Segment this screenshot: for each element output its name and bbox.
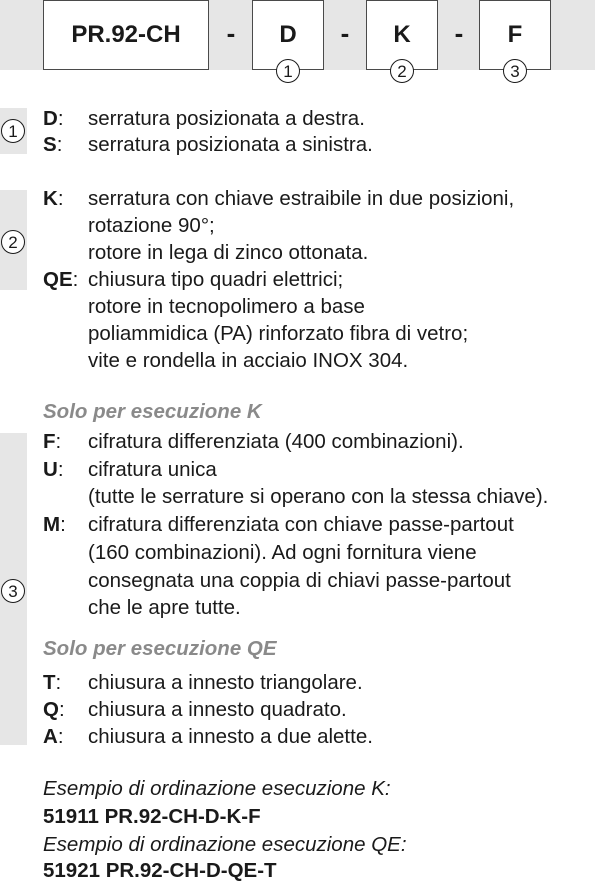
option-sep: : [72,268,79,291]
option-t [43,670,61,696]
option-m-text-1: cifratura differenziata con chiave passe-partout [88,513,514,536]
option-sep: : [57,107,64,130]
option-m-text-3: consegnata una coppia di chiavi passe-partout [88,569,511,592]
code-box-cipher: F [479,0,551,70]
option-d-text: serratura posizionata a destra. [88,107,365,130]
option-m-text-2: (160 combinazioni). Ad ogni fornitura viene [88,541,477,564]
header-marker-3: 3 [503,59,527,83]
option-qe-text-2: rotore in tecnopolimero a base [88,295,365,318]
section-1-marker: 1 [1,119,25,143]
option-qe [43,267,78,293]
option-k-text-1: serratura con chiave estraibile in due posizioni, [88,187,515,210]
option-k [43,186,64,212]
code-separator-2: - [340,18,350,48]
code-separator-3: - [454,18,464,48]
option-key: A [43,725,58,748]
option-q-text: chiusura a innesto quadrato. [88,698,347,721]
option-k-text-3: rotore in lega di zinco ottonata. [88,241,369,264]
option-key: D [43,107,58,130]
option-sep: : [55,671,62,694]
option-key: M [43,513,61,536]
option-sep: : [57,458,64,481]
code-box-base: PR.92-CH [43,0,209,70]
header-marker-1: 1 [276,59,300,83]
option-f [43,429,61,455]
option-sep: : [55,430,62,453]
example-label-k: Esempio di ordinazione esecuzione K: [43,777,391,800]
option-key: Q [43,698,59,721]
option-q [43,697,65,723]
option-k-text-2: rotazione 90°; [88,214,215,237]
option-qe-text-1: chiusura tipo quadri elettrici; [88,268,344,291]
option-sep: : [57,725,64,748]
section-2-marker: 2 [1,230,25,254]
option-m [43,512,66,538]
option-sep: : [56,133,63,156]
option-key: QE [43,268,73,291]
subtitle-execution-qe: Solo per esecuzione QE [43,637,277,660]
option-key: K [43,187,58,210]
option-a-text: chiusura a innesto a due alette. [88,725,373,748]
subtitle-execution-k: Solo per esecuzione K [43,400,262,423]
option-t-text: chiusura a innesto triangolare. [88,671,363,694]
code-box-execution: K [366,0,438,70]
option-sep: : [58,698,65,721]
option-s-text: serratura posizionata a sinistra. [88,133,373,156]
option-qe-text-4: vite e rondella in acciaio INOX 304. [88,349,409,372]
header-marker-2: 2 [390,59,414,83]
option-d [43,106,64,132]
option-sep: : [60,513,66,536]
option-key: U [43,458,58,481]
option-key: F [43,430,56,453]
example-code-k: 51911 PR.92-CH-D-K-F [43,805,261,828]
example-code-qe: 51921 PR.92-CH-D-QE-T [43,859,277,882]
option-u-text-2: (tutte le serrature si operano con la stessa chiave). [88,485,549,508]
option-qe-text-3: poliammidica (PA) rinforzato fibra di vetro; [88,322,469,345]
option-key: S [43,133,57,156]
option-m-text-4: che le apre tutte. [88,596,241,619]
code-box-lock-position: D [252,0,324,70]
option-s [43,132,62,158]
option-key: T [43,671,56,694]
code-separator-1: - [226,18,236,48]
option-f-text: cifratura differenziata (400 combinazioni). [88,430,464,453]
option-sep: : [57,187,64,210]
section-3-marker: 3 [1,579,25,603]
option-a [43,724,64,750]
option-u-text-1: cifratura unica [88,458,217,481]
option-u [43,457,64,483]
example-label-qe: Esempio di ordinazione esecuzione QE: [43,833,407,856]
